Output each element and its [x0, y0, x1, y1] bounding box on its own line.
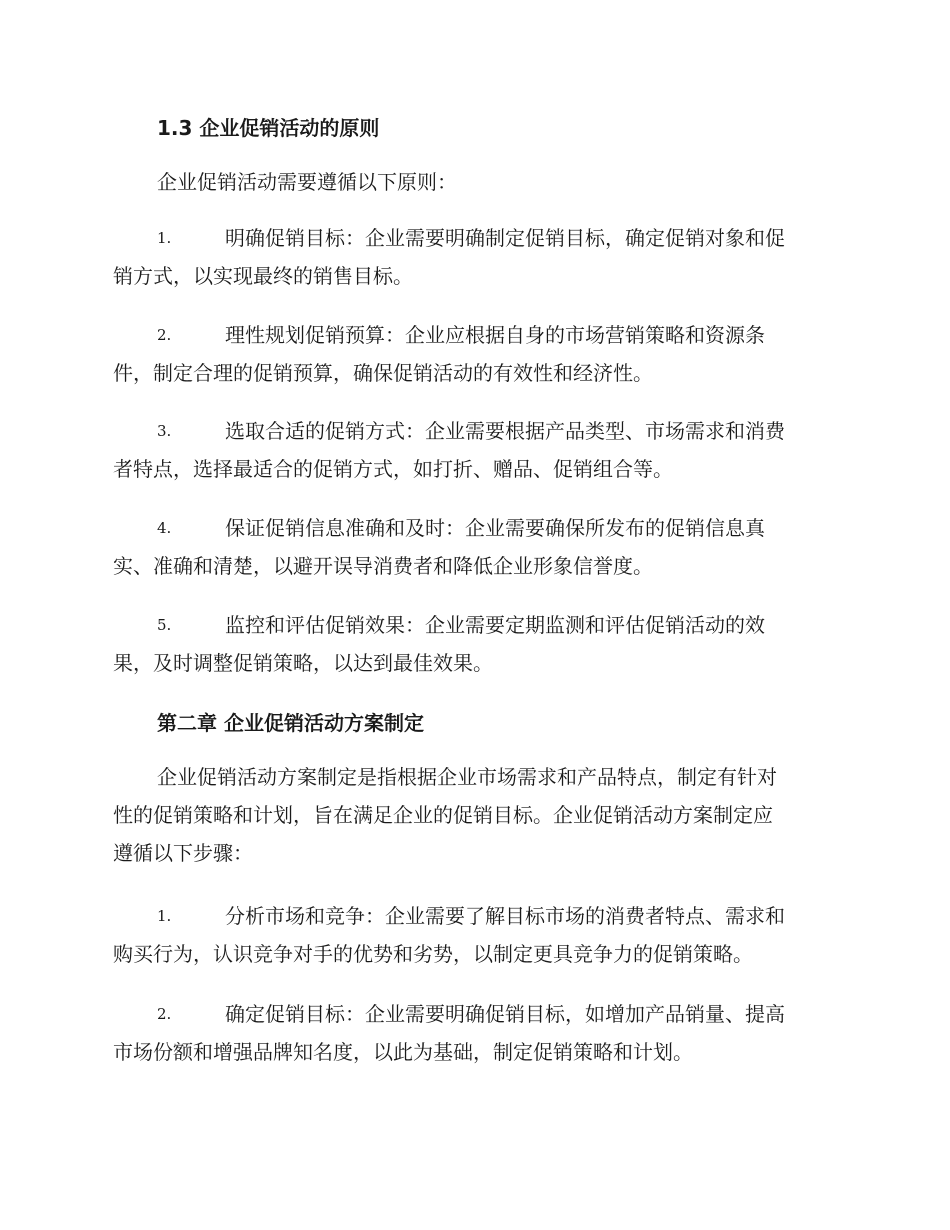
item-number: 4.	[157, 519, 172, 537]
intro-text-line: 企业促销活动方案制定是指根据企业市场需求和产品特点，制定有针对	[157, 765, 777, 789]
item-number: 1.	[157, 907, 172, 925]
item-text-line: 者特点，选择最适合的促销方式，如打折、赠品、促销组合等。	[113, 457, 673, 481]
step-item-2	[113, 995, 833, 1071]
item-text-line: 购买行为，认识竞争对手的优势和劣势，以制定更具竞争力的促销策略。	[113, 942, 753, 966]
item-text-line: 监控和评估促销效果：企业需要定期监测和评估促销活动的效	[225, 613, 765, 637]
item-text-line: 保证促销信息准确和及时：企业需要确保所发布的促销信息真	[225, 516, 765, 540]
chapter-intro	[113, 758, 833, 872]
intro-text-line: 遵循以下步骤：	[113, 841, 253, 865]
item-text-line: 果，及时调整促销策略，以达到最佳效果。	[113, 651, 493, 675]
intro-text-line: 性的促销策略和计划，旨在满足企业的促销目标。企业促销活动方案制定应	[113, 803, 773, 827]
item-text-line: 明确促销目标：企业需要明确制定促销目标，确定促销对象和促	[225, 226, 785, 250]
principle-item-5	[113, 606, 833, 682]
item-text-line: 市场份额和增强品牌知名度，以此为基础，制定促销策略和计划。	[113, 1040, 693, 1064]
step-item-1	[113, 897, 833, 973]
principle-item-3	[113, 412, 833, 488]
principle-item-1	[113, 219, 833, 295]
item-number: 3.	[157, 422, 172, 440]
intro-text: 企业促销活动需要遵循以下原则：	[157, 170, 457, 194]
section-intro	[113, 163, 833, 201]
item-number: 5.	[157, 616, 172, 634]
item-text-line: 理性规划促销预算：企业应根据自身的市场营销策略和资源条	[225, 323, 765, 347]
item-text-line: 分析市场和竞争：企业需要了解目标市场的消费者特点、需求和	[225, 904, 785, 928]
principle-item-4	[113, 509, 833, 585]
item-number: 2.	[157, 326, 172, 344]
item-text-line: 选取合适的促销方式：企业需要根据产品类型、市场需求和消费	[225, 419, 785, 443]
item-number: 1.	[157, 229, 172, 247]
item-number: 2.	[157, 1005, 172, 1023]
item-text-line: 确定促销目标：企业需要明确促销目标，如增加产品销量、提高	[225, 1002, 785, 1026]
section-heading: 1.3 企业促销活动的原则	[157, 116, 380, 140]
chapter-heading: 第二章 企业促销活动方案制定	[157, 711, 424, 735]
item-text-line: 件，制定合理的促销预算，确保促销活动的有效性和经济性。	[113, 361, 653, 385]
item-text-line: 实、准确和清楚，以避开误导消费者和降低企业形象信誉度。	[113, 554, 653, 578]
item-text-line: 销方式，以实现最终的销售目标。	[113, 264, 413, 288]
principle-item-2	[113, 316, 833, 392]
